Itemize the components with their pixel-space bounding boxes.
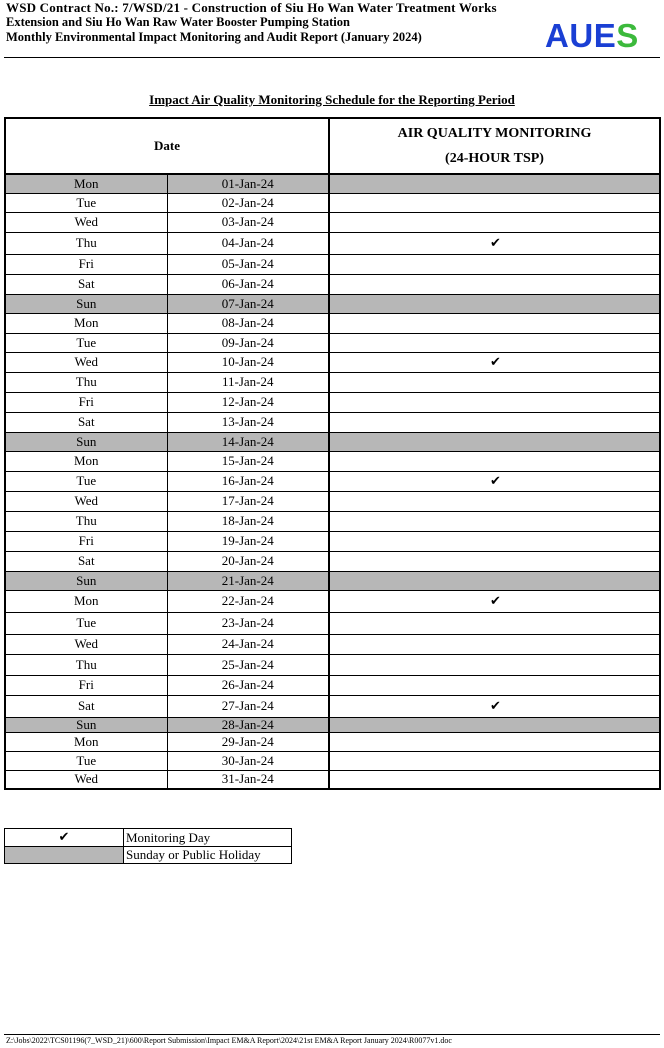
schedule-row	[5, 412, 660, 432]
legend-row-holiday	[5, 847, 292, 864]
monitoring-cell	[329, 751, 660, 770]
day-cell: Thu	[5, 654, 167, 675]
date-cell: 26-Jan-24	[167, 675, 329, 695]
schedule-row	[5, 531, 660, 551]
schedule-row	[5, 770, 660, 789]
day-cell: Mon	[5, 451, 167, 471]
day-cell: Tue	[5, 333, 167, 352]
contract-title: WSD Contract No.: 7/WSD/21 - Construction of Siu Ho Wan Water Treatment Works	[6, 0, 497, 15]
date-cell: 11-Jan-24	[167, 372, 329, 392]
legend-holiday-label: Sunday or Public Holiday	[124, 847, 292, 864]
legend-monitoring-label: Monitoring Day	[124, 829, 292, 847]
date-cell: 28-Jan-24	[167, 717, 329, 732]
day-cell: Sun	[5, 717, 167, 732]
logo-letter-e: E	[593, 17, 617, 54]
monitoring-cell	[329, 612, 660, 634]
monitoring-cell	[329, 675, 660, 695]
day-cell: Sat	[5, 551, 167, 571]
schedule-row	[5, 571, 660, 590]
day-cell: Fri	[5, 675, 167, 695]
date-column-header: Date	[5, 118, 329, 174]
monitoring-cell	[329, 451, 660, 471]
monitoring-cell	[329, 412, 660, 432]
day-cell: Fri	[5, 392, 167, 412]
date-cell: 29-Jan-24	[167, 732, 329, 751]
file-path-footer: Z:\Jobs\2022\TCS01196(7_WSD_21)\600\Report Submission\Impact EM&A Report\2024\21st EM&A Report January 2024\R0077v1.doc	[6, 1036, 452, 1045]
schedule-row	[5, 634, 660, 654]
check-icon: ✔	[490, 593, 501, 609]
day-cell: Fri	[5, 531, 167, 551]
monitoring-cell	[329, 432, 660, 451]
day-cell: Sun	[5, 294, 167, 313]
aues-logo	[545, 18, 639, 54]
schedule-row	[5, 612, 660, 634]
date-cell: 22-Jan-24	[167, 590, 329, 612]
aqm-column-header	[329, 118, 660, 174]
legend-check-symbol: ✔	[58, 830, 70, 845]
day-cell: Wed	[5, 770, 167, 789]
header-divider	[4, 57, 660, 58]
date-cell: 14-Jan-24	[167, 432, 329, 451]
schedule-body	[5, 174, 660, 789]
logo-letter-a: A	[545, 17, 570, 54]
date-cell: 10-Jan-24	[167, 352, 329, 372]
project-title: Extension and Siu Ho Wan Raw Water Booster Pumping Station	[6, 15, 350, 29]
monitoring-cell	[329, 372, 660, 392]
schedule-row	[5, 392, 660, 412]
day-cell: Sat	[5, 695, 167, 717]
day-cell: Tue	[5, 193, 167, 212]
monitoring-cell	[329, 274, 660, 294]
schedule-row	[5, 174, 660, 193]
day-cell: Thu	[5, 372, 167, 392]
day-cell: Sat	[5, 412, 167, 432]
check-icon: ✔	[490, 698, 501, 714]
date-cell: 17-Jan-24	[167, 491, 329, 511]
date-cell: 15-Jan-24	[167, 451, 329, 471]
day-cell: Sun	[5, 571, 167, 590]
schedule-row	[5, 732, 660, 751]
aqm-header-line1: AIR QUALITY MONITORING	[397, 126, 592, 141]
monitoring-cell	[329, 531, 660, 551]
date-cell: 18-Jan-24	[167, 511, 329, 531]
day-cell: Tue	[5, 751, 167, 770]
schedule-row	[5, 232, 660, 254]
monitoring-cell	[329, 634, 660, 654]
date-cell: 04-Jan-24	[167, 232, 329, 254]
footer-divider	[4, 1034, 660, 1035]
schedule-row	[5, 751, 660, 770]
aqm-header-line2: (24-HOUR TSP)	[445, 151, 544, 166]
schedule-row	[5, 451, 660, 471]
monitoring-cell	[329, 590, 660, 612]
monitoring-cell	[329, 717, 660, 732]
date-cell: 19-Jan-24	[167, 531, 329, 551]
schedule-row	[5, 274, 660, 294]
schedule-row	[5, 352, 660, 372]
day-cell: Tue	[5, 471, 167, 491]
schedule-row	[5, 717, 660, 732]
day-cell: Mon	[5, 313, 167, 333]
day-cell: Wed	[5, 491, 167, 511]
date-cell: 31-Jan-24	[167, 770, 329, 789]
day-cell: Thu	[5, 232, 167, 254]
schedule-row	[5, 193, 660, 212]
day-cell: Wed	[5, 352, 167, 372]
monitoring-cell	[329, 571, 660, 590]
day-cell: Mon	[5, 590, 167, 612]
monitoring-cell	[329, 313, 660, 333]
monitoring-cell	[329, 294, 660, 313]
legend-shade-swatch	[5, 847, 124, 864]
day-cell: Sun	[5, 432, 167, 451]
monitoring-cell	[329, 254, 660, 274]
date-cell: 05-Jan-24	[167, 254, 329, 274]
date-cell: 08-Jan-24	[167, 313, 329, 333]
monitoring-cell	[329, 352, 660, 372]
schedule-row	[5, 471, 660, 491]
legend-table	[4, 828, 292, 864]
monitoring-schedule-table	[4, 117, 661, 790]
day-cell: Tue	[5, 612, 167, 634]
date-cell: 21-Jan-24	[167, 571, 329, 590]
monitoring-cell	[329, 232, 660, 254]
day-cell: Wed	[5, 634, 167, 654]
check-icon: ✔	[490, 235, 501, 251]
date-cell: 07-Jan-24	[167, 294, 329, 313]
logo-letter-u: U	[569, 17, 594, 54]
monitoring-cell	[329, 333, 660, 352]
schedule-row	[5, 551, 660, 571]
schedule-row	[5, 254, 660, 274]
schedule-row	[5, 590, 660, 612]
schedule-row	[5, 511, 660, 531]
schedule-row	[5, 212, 660, 232]
monitoring-cell	[329, 392, 660, 412]
legend-row-monitoring	[5, 829, 292, 847]
logo-letter-s: S	[616, 17, 639, 54]
schedule-title: Impact Air Quality Monitoring Schedule for the Reporting Period	[149, 92, 515, 107]
table-header-row	[5, 118, 660, 174]
day-cell: Mon	[5, 732, 167, 751]
monitoring-cell	[329, 770, 660, 789]
date-cell: 23-Jan-24	[167, 612, 329, 634]
date-cell: 13-Jan-24	[167, 412, 329, 432]
day-cell: Fri	[5, 254, 167, 274]
check-icon: ✔	[490, 473, 501, 489]
date-cell: 01-Jan-24	[167, 174, 329, 193]
day-cell: Thu	[5, 511, 167, 531]
date-cell: 16-Jan-24	[167, 471, 329, 491]
monitoring-cell	[329, 212, 660, 232]
check-icon: ✔	[490, 354, 501, 370]
monitoring-cell	[329, 654, 660, 675]
schedule-row	[5, 695, 660, 717]
date-cell: 12-Jan-24	[167, 392, 329, 412]
legend-check-icon	[5, 829, 124, 847]
schedule-row	[5, 675, 660, 695]
monitoring-cell	[329, 174, 660, 193]
day-cell: Mon	[5, 174, 167, 193]
schedule-row	[5, 333, 660, 352]
schedule-row	[5, 432, 660, 451]
monitoring-cell	[329, 471, 660, 491]
monitoring-cell	[329, 695, 660, 717]
date-cell: 25-Jan-24	[167, 654, 329, 675]
date-cell: 06-Jan-24	[167, 274, 329, 294]
date-cell: 30-Jan-24	[167, 751, 329, 770]
day-cell: Wed	[5, 212, 167, 232]
schedule-row	[5, 294, 660, 313]
monitoring-cell	[329, 511, 660, 531]
report-title: Monthly Environmental Impact Monitoring and Audit Report (January 2024)	[6, 30, 422, 44]
monitoring-cell	[329, 551, 660, 571]
monitoring-cell	[329, 732, 660, 751]
monitoring-cell	[329, 193, 660, 212]
day-cell: Sat	[5, 274, 167, 294]
schedule-row	[5, 313, 660, 333]
schedule-row	[5, 372, 660, 392]
date-cell: 09-Jan-24	[167, 333, 329, 352]
report-header	[6, 0, 546, 45]
date-cell: 20-Jan-24	[167, 551, 329, 571]
monitoring-cell	[329, 491, 660, 511]
schedule-row	[5, 654, 660, 675]
schedule-row	[5, 491, 660, 511]
date-cell: 24-Jan-24	[167, 634, 329, 654]
date-cell: 02-Jan-24	[167, 193, 329, 212]
date-cell: 03-Jan-24	[167, 212, 329, 232]
date-cell: 27-Jan-24	[167, 695, 329, 717]
